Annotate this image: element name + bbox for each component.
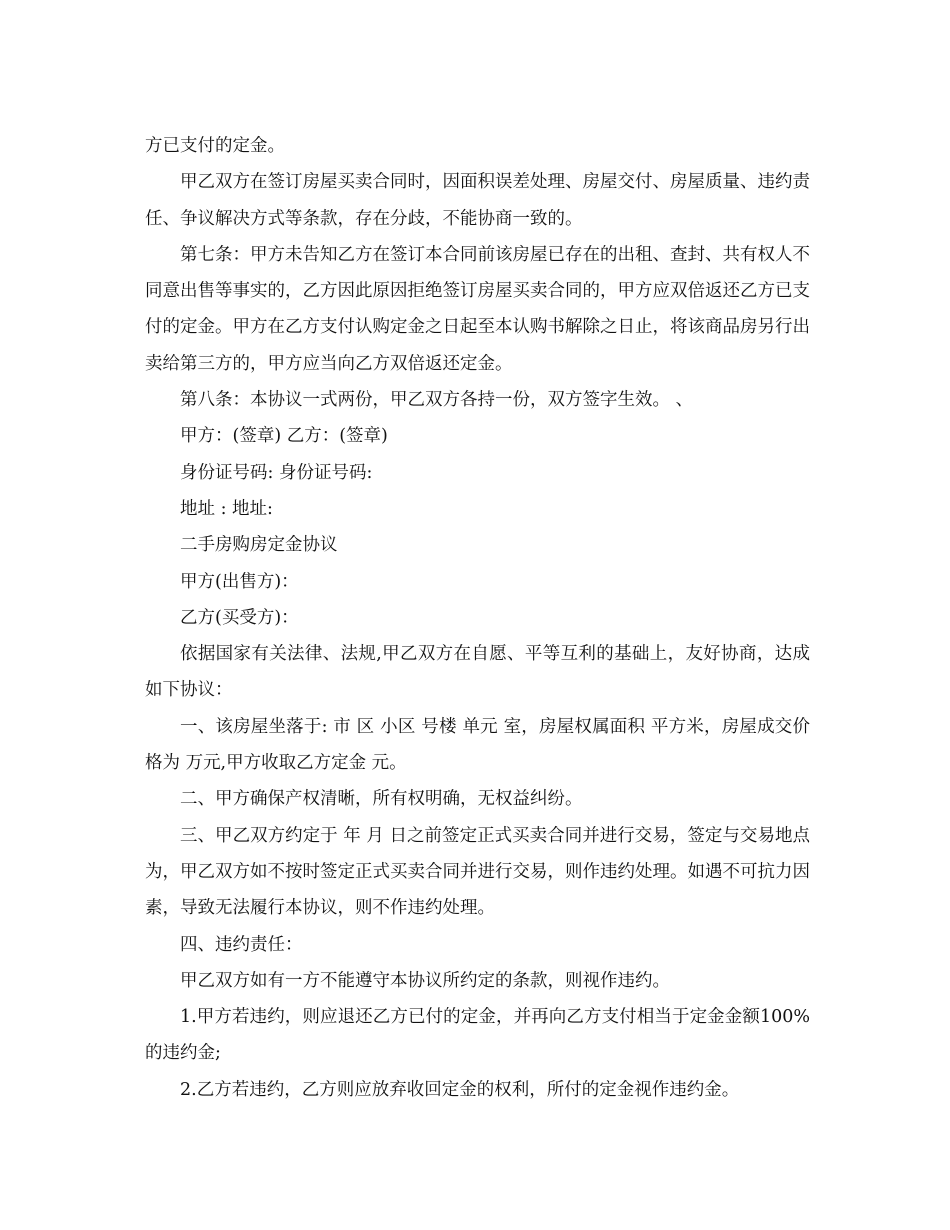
party-b-line: 乙方(买受方)：	[180, 607, 299, 628]
second-agreement-title: 二手房购房定金协议	[180, 535, 338, 556]
document-body	[145, 128, 810, 1108]
clause-1: 一、该房屋坐落于: 市 区 小区 号楼 单元 室，房屋权属面积 平方米，房屋成交价格为 万元,甲方收取乙方定金 元。	[145, 716, 810, 774]
party-a-line: 甲方(出售方)：	[180, 571, 299, 592]
preamble-paragraph: 依据国家有关法律、法规,甲乙双方在自愿、平等互利的基础上，友好协商，达成如下协议：	[145, 644, 810, 701]
clause-3: 三、甲乙双方约定于 年 月 日之前签定正式买卖合同并进行交易，签定与交易地点为，甲乙双方如不按时签定正式买卖合同并进行交易，则作违约处理。如遇不可抗力因素，导致无法履行本协议，则不作违约处理。	[145, 825, 810, 919]
id-number-line: 身份证号码: 身份证号码:	[180, 462, 373, 483]
clause-2: 二、甲方确保产权清晰，所有权明确，无权益纠纷。	[180, 789, 583, 810]
paragraph-article-7: 第七条：甲方未告知乙方在签订本合同前该房屋已存在的出租、查封、共有权人不同意出售等事实的，乙方因此原因拒绝签订房屋买卖合同的，甲方应双倍返还乙方已支付的定金。甲方在乙方支付认购定金之日起至本认购书解除之日止，将该商品房另行出卖给第三方的，甲方应当向乙方双倍返还定金。	[145, 244, 810, 374]
breach-general: 甲乙双方如有一方不能遵守本协议所约定的条款，则视作违约。	[180, 970, 670, 991]
breach-party-b: 2.乙方若违约，乙方则应放弃收回定金的权利，所付的定金视作违约金。	[180, 1079, 740, 1100]
paragraph-article-8: 第八条：本协议一式两份，甲乙双方各持一份，双方签字生效。 、	[180, 390, 694, 411]
signature-line: 甲方：(签章) 乙方：(签章)	[180, 426, 388, 447]
paragraph-2: 甲乙双方在签订房屋买卖合同时，因面积误差处理、房屋交付、房屋质量、违约责任、争议解决方式等条款，存在分歧，不能协商一致的。	[145, 172, 810, 229]
clause-4-heading: 四、违约责任：	[180, 934, 303, 955]
breach-party-a: 1.甲方若违约，则应退还乙方已付的定金，并再向乙方支付相当于定金金额100%的违约金;	[145, 1007, 810, 1064]
address-line: 地址 : 地址:	[180, 498, 273, 519]
paragraph-1: 方已支付的定金。	[145, 136, 285, 156]
